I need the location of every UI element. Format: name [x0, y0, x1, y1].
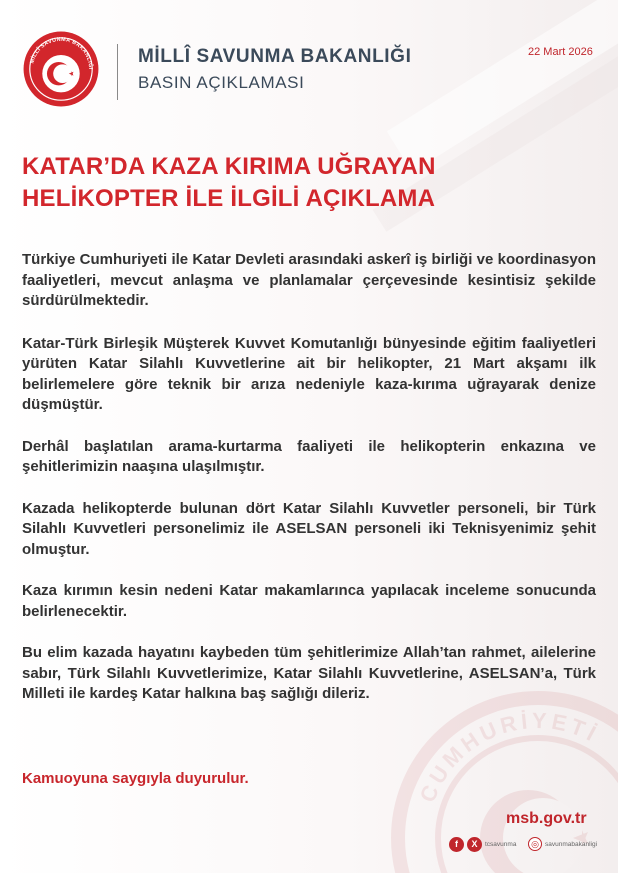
instagram-icon[interactable]: ◎	[528, 837, 542, 851]
paragraph-6: Bu elim kazada hayatını kaybeden tüm şehitlerimize Allah’tan rahmet, ailelerine sabır, Türk Silahlı Kuvvetlerimize, Katar Silahlı Kuvvetlerine, ASELSAN’a, Türk Milleti ile kardeş Katar halkına baş sağlığı dileriz.	[22, 644, 596, 702]
paragraph-1: Türkiye Cumhuriyeti ile Katar Devleti arasındaki askerî iş birliği ve koordinasyon faaliyetleri, mevcut anlaşma ve planlamalar çerçevesinde kesintisiz şekilde sürdürülmektedir.	[22, 251, 596, 309]
ministry-name: MİLLÎ SAVUNMA BAKANLIĞI	[138, 46, 412, 67]
social-group-2	[528, 836, 597, 852]
statement-body	[22, 250, 596, 726]
msb-emblem-icon	[22, 30, 100, 108]
paragraph-5: Kaza kırımın kesin nedeni Katar makamlarınca yapılacak inceleme sonucunda belirlenecektir.	[22, 582, 596, 620]
document-type: BASIN AÇIKLAMASI	[138, 73, 305, 92]
page-title	[22, 151, 582, 215]
social-group-1	[449, 836, 516, 852]
social-handle-1[interactable]: tcsavunma	[485, 840, 517, 848]
social-handle-2[interactable]: savunmabakanligi	[545, 840, 598, 848]
title-line-1: KATAR’DA KAZA KIRIMA UĞRAYAN	[22, 153, 436, 180]
svg-text:MİLLÎ SAVUNMA BAKANLIĞI: MİLLÎ SAVUNMA BAKANLIĞI	[29, 36, 94, 70]
header-divider	[117, 44, 118, 100]
release-date: 22 Mart 2026	[528, 46, 593, 58]
x-icon[interactable]: X	[467, 837, 482, 852]
closing-line: Kamuoyuna saygıyla duyurulur.	[22, 770, 249, 787]
svg-text:CUMHURİYETİ: CUMHURİYETİ	[414, 707, 604, 806]
paragraph-3: Derhâl başlatılan arama-kurtarma faaliyeti ile helikopterin enkazına ve şehitlerimizin naaşına ulaşılmıştır.	[22, 437, 596, 475]
website-link[interactable]: msb.gov.tr	[506, 810, 587, 827]
paragraph-2: Katar-Türk Birleşik Müşterek Kuvvet Komutanlığı bünyesinde eğitim faaliyetleri yürüten Katar Silahlı Kuvvetlerine ait bir helikopter, 21 Mart akşamı ilk belirlemelere göre teknik bir arıza nedeniyle kaza-kırıma uğrayarak denize düşmüştür.	[22, 334, 596, 413]
paragraph-4: Kazada helikopterde bulunan dört Katar Silahlı Kuvvetler personeli, bir Türk Silahlı Kuvvetleri personelimiz ile ASELSAN personeli iki Teknisyenimiz şehit olmuştur.	[22, 499, 596, 558]
title-line-2: HELİKOPTER İLE İLGİLİ AÇIKLAMA	[22, 185, 436, 212]
facebook-icon[interactable]: f	[449, 837, 464, 852]
